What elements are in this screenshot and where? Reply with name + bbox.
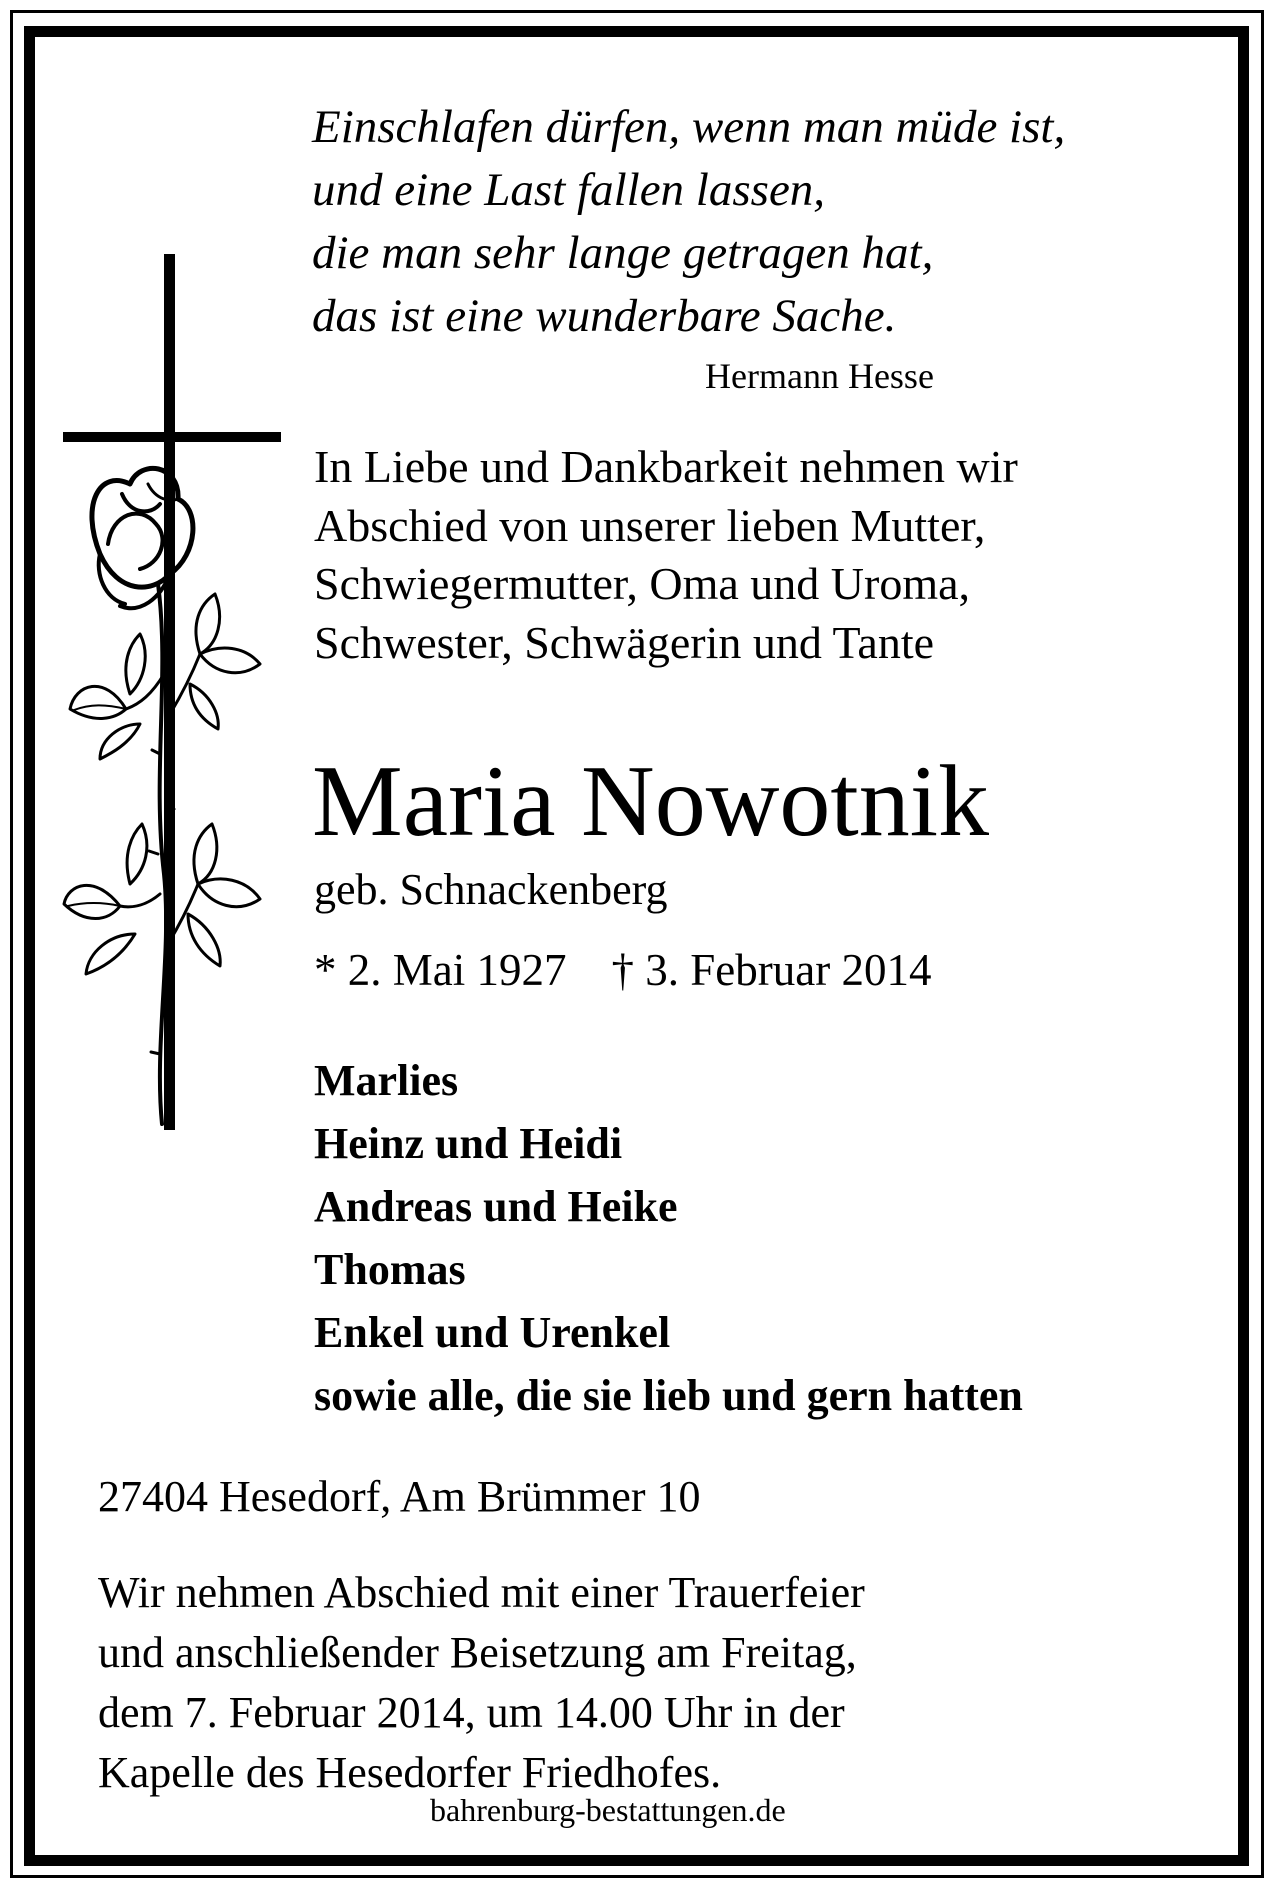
- mourner: Andreas und Heike: [314, 1182, 678, 1231]
- birth-name: geb. Schnackenberg: [314, 865, 668, 914]
- intro-line: In Liebe und Dankbarkeit nehmen wir: [314, 441, 1018, 492]
- intro-line: Schwiegermutter, Oma und Uroma,: [314, 558, 971, 609]
- death-date: † 3. Februar 2014: [611, 945, 932, 995]
- mourner: Enkel und Urenkel: [314, 1308, 671, 1357]
- mourners-list: [314, 1049, 1023, 1427]
- notice-line: und anschließender Beisetzung am Freitag,: [98, 1628, 857, 1677]
- intro-line: Abschied von unserer lieben Mutter,: [314, 499, 986, 551]
- mourner: sowie alle, die sie lieb und gern hatten: [314, 1371, 1023, 1420]
- mourner: Thomas: [314, 1245, 466, 1294]
- intro-line: Schwester, Schwägerin und Tante: [314, 616, 935, 668]
- life-dates: [314, 944, 931, 996]
- mourner: Heinz und Heidi: [314, 1119, 623, 1168]
- poem: [312, 96, 1065, 348]
- poem-author: Hermann Hesse: [705, 356, 934, 396]
- mourner: Marlies: [314, 1056, 459, 1105]
- website-text: bahrenburg-bestattungen.de: [430, 1792, 786, 1828]
- poem-line: Einschlafen dürfen, wenn man müde ist,: [312, 101, 1066, 153]
- poem-line: das ist eine wunderbare Sache.: [312, 290, 897, 342]
- poem-line: die man sehr lange getragen hat,: [312, 227, 934, 279]
- notice-line: dem 7. Februar 2014, um 14.00 Uhr in der: [98, 1688, 845, 1737]
- notice-line: Kapelle des Hesedorfer Friedhofes.: [98, 1748, 722, 1797]
- intro-text: [314, 438, 1018, 672]
- cross-with-rose-icon: [60, 254, 290, 1134]
- deceased-name: Maria Nowotnik: [312, 745, 990, 858]
- notice-line: Wir nehmen Abschied mit einer Trauerfeier: [98, 1568, 865, 1617]
- poem-line: und eine Last fallen lassen,: [312, 164, 826, 216]
- address: 27404 Hesedorf, Am Brümmer 10: [98, 1472, 701, 1521]
- date-spacer: [567, 945, 612, 995]
- birth-date: * 2. Mai 1927: [314, 945, 567, 995]
- funeral-notice: [98, 1563, 865, 1803]
